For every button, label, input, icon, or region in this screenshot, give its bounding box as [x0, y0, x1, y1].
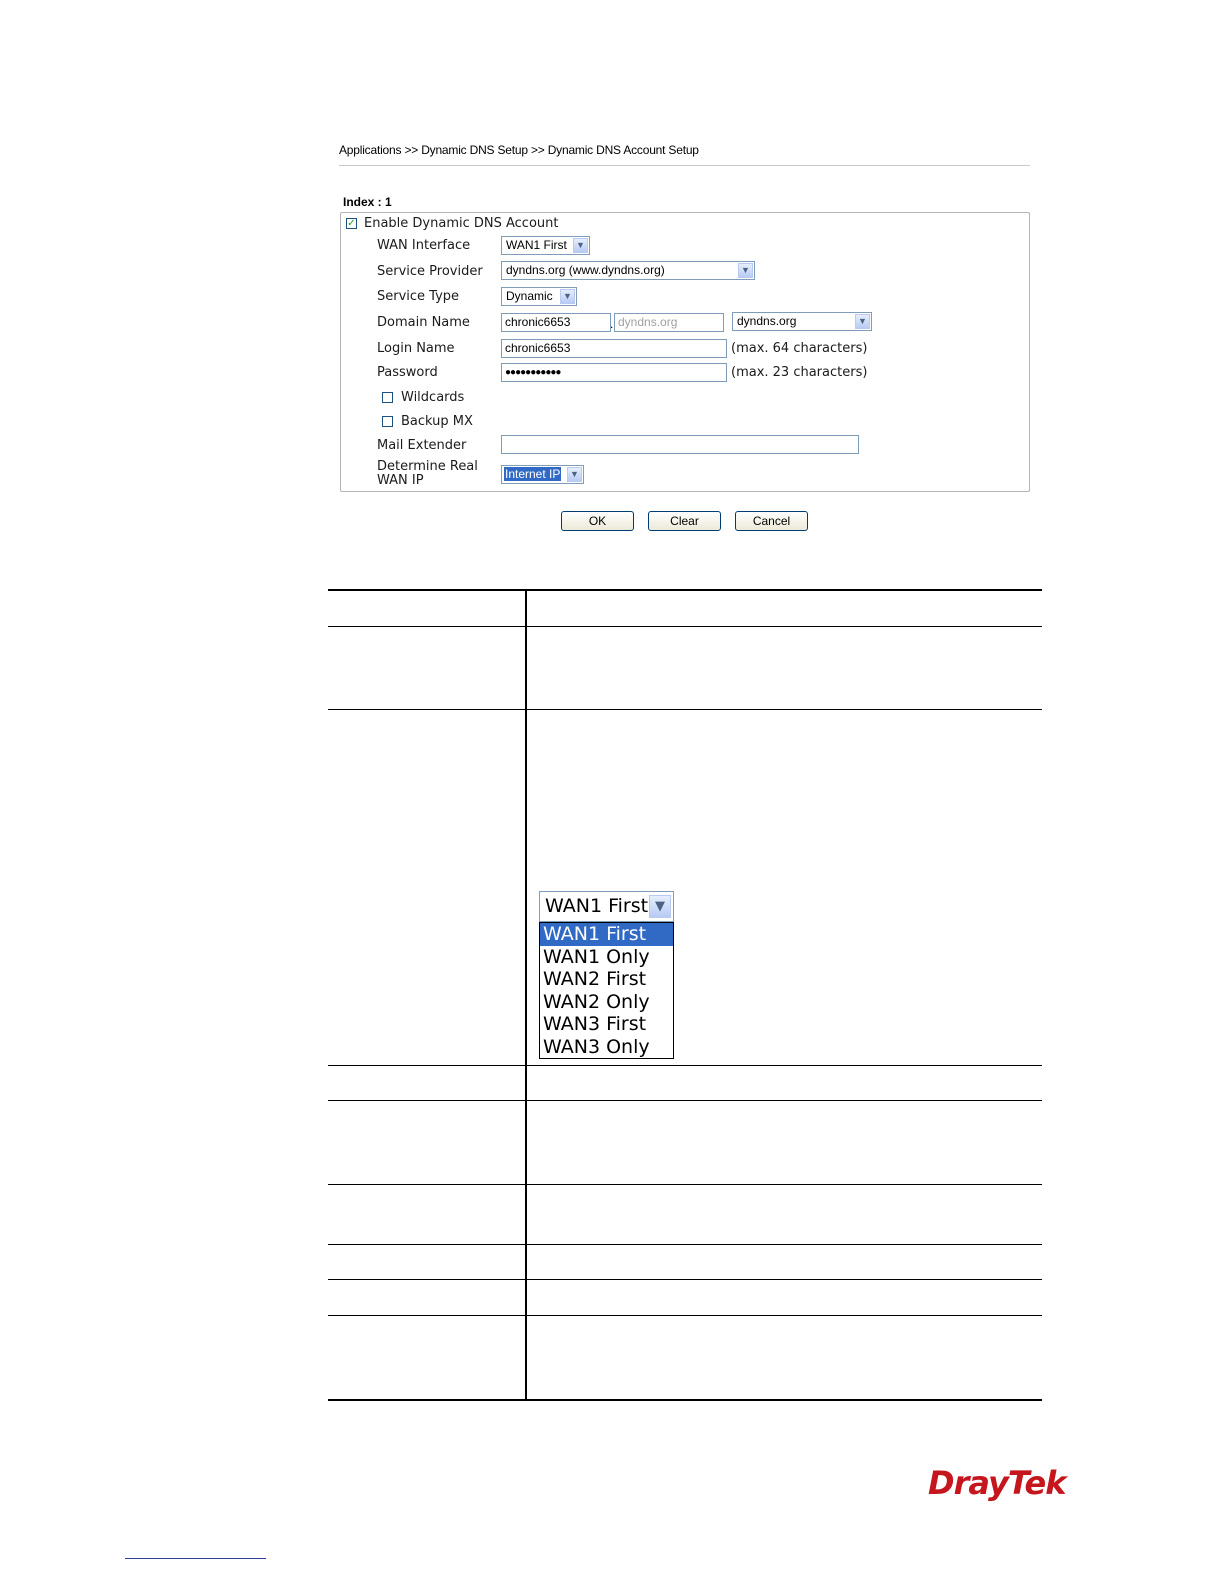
wan-option[interactable]: WAN1 First: [540, 923, 673, 946]
domain-name-label: Domain Name: [377, 315, 470, 330]
service-type-label: Service Type: [377, 289, 460, 304]
index-label: Index : 1: [343, 195, 392, 209]
mail-extender-label: Mail Extender: [377, 438, 467, 453]
chevron-down-icon: ▼: [567, 467, 582, 482]
table-bottom-border: [328, 1399, 1042, 1401]
chevron-down-icon: ▼: [573, 238, 588, 253]
wan-dropdown-selected: WAN1 First: [545, 895, 649, 917]
wan-option[interactable]: WAN2 First: [543, 968, 647, 990]
determine-wan-ip-label: [377, 460, 478, 488]
chevron-down-icon: ▼: [738, 263, 753, 278]
domain-dot: .: [610, 317, 614, 331]
service-provider-select[interactable]: [501, 261, 755, 280]
table-column-divider: [525, 589, 527, 1401]
domain-suffix-input[interactable]: dyndns.org: [614, 313, 724, 332]
check-icon: ✓: [347, 218, 356, 229]
backup-mx-label: Backup MX: [401, 414, 473, 429]
domain-suffix-value: dyndns.org: [737, 314, 797, 328]
table-top-border: [328, 589, 1042, 591]
table-row-divider: [328, 1279, 1042, 1280]
breadcrumb: Applications >> Dynamic DNS Setup >> Dynamic DNS Account Setup: [339, 143, 699, 157]
wan-option[interactable]: WAN3 First: [543, 1013, 647, 1035]
login-name-label: Login Name: [377, 341, 455, 356]
login-name-hint: (max. 64 characters): [731, 341, 868, 356]
draytek-logo: DrayTek: [928, 1464, 1066, 1502]
wan-interface-options: [539, 922, 674, 1059]
table-row-divider: [328, 1065, 1042, 1066]
table-row-divider: [328, 626, 1042, 627]
enable-account-label: Enable Dynamic DNS Account: [364, 216, 559, 231]
service-type-value: Dynamic: [506, 289, 553, 303]
login-name-input[interactable]: chronic6653: [501, 339, 727, 358]
wan-option[interactable]: WAN2 Only: [543, 990, 650, 1013]
determine-wan-ip-label-line2: WAN IP: [377, 473, 424, 488]
table-row-divider: [328, 1315, 1042, 1316]
chevron-down-icon: ▼: [649, 895, 671, 918]
table-row-divider: [328, 1100, 1042, 1101]
determine-wan-ip-select[interactable]: [501, 465, 584, 484]
clear-button[interactable]: Clear: [648, 511, 721, 531]
determine-wan-ip-label-line1: Determine Real: [377, 459, 478, 474]
wildcards-checkbox[interactable]: [382, 392, 393, 403]
wan-interface-label: WAN Interface: [377, 238, 471, 253]
backup-mx-checkbox[interactable]: [382, 416, 393, 427]
mail-extender-input[interactable]: [501, 435, 859, 454]
domain-name-input[interactable]: chronic6653: [501, 313, 611, 332]
cancel-button[interactable]: Cancel: [735, 511, 808, 531]
password-label: Password: [377, 365, 438, 380]
table-row-divider: [328, 709, 1042, 710]
wan-option[interactable]: WAN3 Only: [543, 1035, 650, 1058]
table-row-divider: [328, 1184, 1042, 1185]
wildcards-label: Wildcards: [401, 390, 465, 405]
breadcrumb-divider: [339, 165, 1030, 166]
service-type-select[interactable]: [501, 287, 577, 306]
table-row-divider: [328, 1244, 1042, 1245]
enable-account-checkbox[interactable]: [346, 218, 357, 229]
wan-interface-select[interactable]: [501, 236, 590, 255]
ok-button[interactable]: OK: [561, 511, 634, 531]
service-provider-label: Service Provider: [377, 264, 483, 279]
password-input[interactable]: ●●●●●●●●●●●: [501, 363, 727, 382]
determine-wan-ip-value: Internet IP: [505, 467, 561, 481]
wan-interface-value: WAN1 First: [506, 238, 567, 252]
service-provider-value: dyndns.org (www.dyndns.org): [506, 263, 665, 277]
password-hint: (max. 23 characters): [731, 365, 868, 380]
footer-rule: [125, 1558, 266, 1559]
wan-option[interactable]: WAN1 Only: [543, 945, 650, 968]
domain-suffix-select[interactable]: [732, 312, 872, 331]
chevron-down-icon: ▼: [855, 314, 870, 329]
chevron-down-icon: ▼: [560, 289, 575, 304]
wan-interface-dropdown[interactable]: [539, 891, 674, 922]
